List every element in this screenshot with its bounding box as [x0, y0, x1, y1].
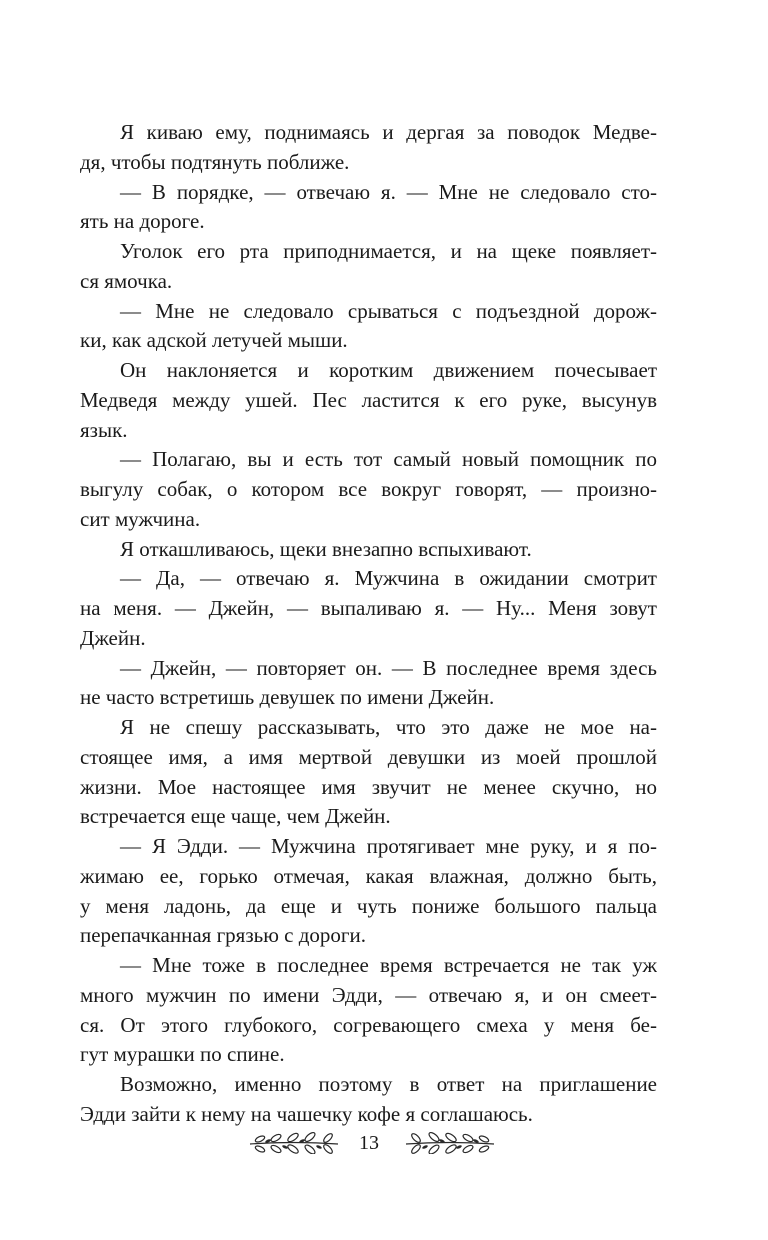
- text-line: Он наклоняется и коротким движением почесывает: [120, 358, 657, 382]
- text-line: у меня ладонь, да еще и чуть пониже большого пальца: [80, 893, 657, 918]
- text-line: Я не спешу рассказывать, что это даже не мое на-: [120, 715, 657, 739]
- text-line: Я откашливаюсь, щеки внезапно вспыхивают.: [120, 536, 532, 561]
- text-line: язык.: [80, 417, 128, 442]
- text-line: — Мне не следовало срываться с подъездной дорож-: [120, 298, 657, 323]
- text-line: ся ямочка.: [80, 268, 173, 293]
- text-line: — Да, — отвечаю я. Мужчина в ожидании смотрит: [120, 566, 657, 591]
- text-line: Медведя между ушей. Пес ластится к его руке, высунув: [80, 387, 657, 412]
- text-line: — Мне тоже в последнее время встречается не так уж: [120, 953, 657, 977]
- text-line: стоящее имя, а имя мертвой девушки из моей прошлой: [80, 744, 657, 769]
- text-line: — В порядке, — отвечаю я. — Мне не следовало сто-: [120, 179, 657, 204]
- text-line: ять на дороге.: [80, 209, 205, 234]
- text-line: Я киваю ему, поднимаясь и дергая за поводок Медве-: [120, 120, 657, 144]
- page-footer: [0, 1124, 768, 1164]
- text-line: не часто встретишь девушек по имени Джейн.: [80, 685, 495, 710]
- leaf-branch-left-icon: [246, 1132, 342, 1154]
- page-number: 13: [359, 1132, 379, 1154]
- text-line: — Я Эдди. — Мужчина протягивает мне руку, и я по-: [120, 834, 657, 858]
- text-line: жимаю ее, горько отмечая, какая влажная, должно быть,: [80, 863, 657, 888]
- text-line: Возможно, именно поэтому в ответ на приглашение: [120, 1072, 657, 1096]
- text-line: выгулу собак, о котором все вокруг говорят, — произно-: [80, 477, 657, 501]
- leaf-branch-right-icon: [402, 1132, 498, 1154]
- text-line: сит мужчина.: [80, 506, 201, 531]
- text-line: Джейн.: [80, 625, 146, 650]
- text-line: ки, как адской летучей мыши.: [80, 328, 348, 353]
- text-line: — Полагаю, вы и есть тот самый новый помощник по: [120, 447, 657, 472]
- text-line: дя, чтобы подтянуть поближе.: [80, 149, 350, 174]
- text-line: встречается еще чаще, чем Джейн.: [80, 804, 391, 829]
- text-line: ся. От этого глубокого, согревающего смеха у меня бе-: [80, 1012, 657, 1037]
- text-line: жизни. Мое настоящее имя звучит не менее скучно, но: [80, 774, 657, 799]
- body-text: [80, 118, 657, 1130]
- text-line: перепачканная грязью с дороги.: [80, 923, 367, 948]
- text-line: Уголок его рта приподнимается, и на щеке появляет-: [120, 239, 657, 263]
- text-line: — Джейн, — повторяет он. — В последнее время здесь: [120, 655, 657, 680]
- text-line: на меня. — Джейн, — выпаливаю я. — Ну... Меня зовут: [80, 596, 657, 620]
- text-line: гут мурашки по спине.: [80, 1042, 285, 1067]
- text-line: Эдди зайти к нему на чашечку кофе я соглашаюсь.: [80, 1101, 533, 1126]
- text-line: много мужчин по имени Эдди, — отвечаю я, и он смеет-: [80, 982, 657, 1007]
